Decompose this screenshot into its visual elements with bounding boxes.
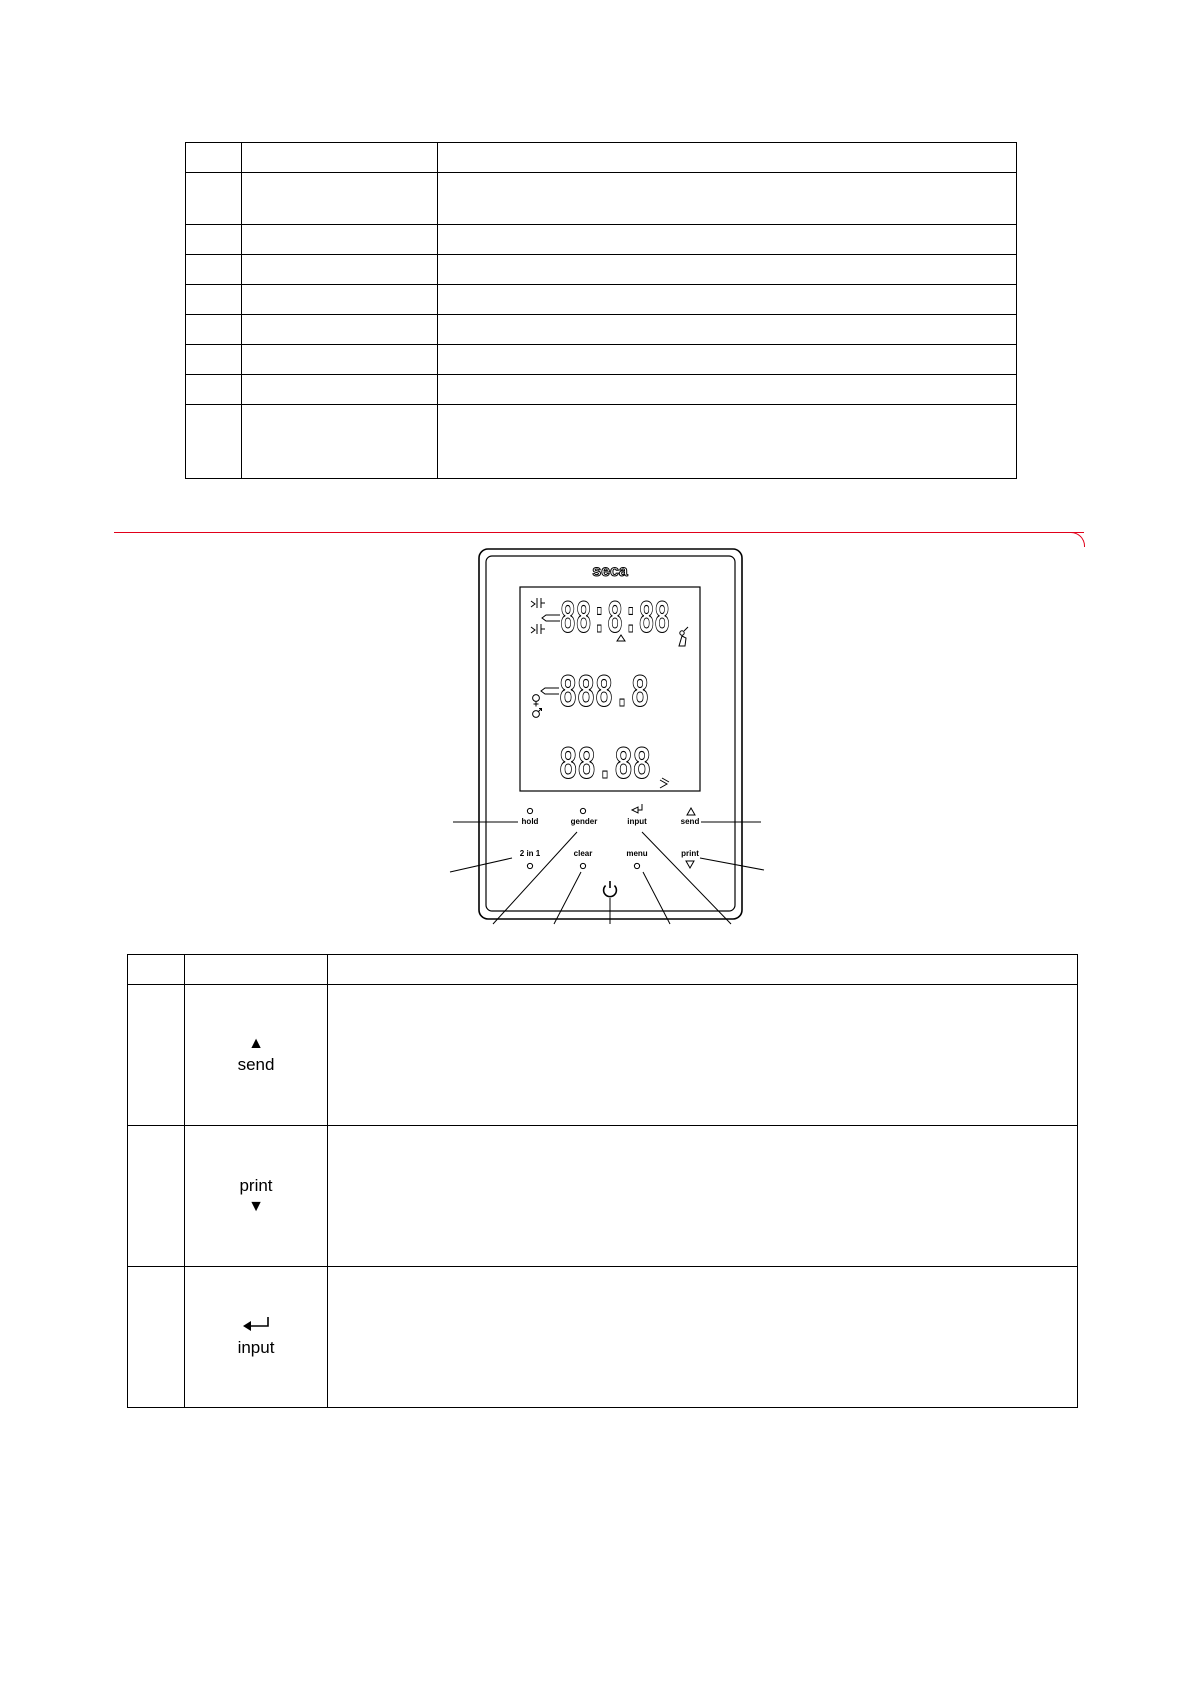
brand-logo: seca [592,563,628,580]
height-top-icon [531,598,545,608]
input-key[interactable]: input [627,817,647,826]
clear-key[interactable]: clear [573,849,593,858]
up-arrow-icon: ▲ [248,1035,264,1052]
print-key[interactable]: print [681,849,699,858]
key-table [127,954,1078,1408]
lcd-row3-digits: 88.88 [559,740,651,792]
down-triangle-icon [686,861,694,868]
send-key-cell [185,985,328,1126]
table-row [128,985,1078,1126]
female-icon [533,695,540,702]
power-button[interactable] [604,881,617,897]
up-triangle-icon [687,808,695,815]
send-key[interactable]: send [680,817,700,826]
menu-key-dot[interactable] [634,863,639,868]
gender-key-dot[interactable] [580,808,585,813]
two-in-one-key-dot[interactable] [527,863,532,868]
enter-arrow-icon [185,1315,327,1337]
menu-key[interactable]: menu [626,849,648,858]
print-key-label: print [239,1176,273,1195]
lcd-row1-digits: 88:8:88 [560,594,670,646]
person-icon [680,631,684,635]
print-key-cell [185,1126,328,1267]
callout-lines [450,822,764,924]
table-row [128,1126,1078,1267]
down-arrow-icon: ▼ [248,1198,264,1215]
key-table-header [128,955,1078,985]
input-key-cell [185,1267,328,1408]
table-row [128,1267,1078,1408]
input-key-label: input [237,1338,275,1357]
clear-key-dot[interactable] [580,863,585,868]
height-bottom-icon [531,624,545,634]
minus-sign-row1 [542,615,560,621]
male-icon [533,711,540,718]
enter-icon [632,804,642,813]
hold-key[interactable]: hold [521,817,539,826]
hold-key-dot[interactable] [527,808,532,813]
minus-sign-row2 [541,688,559,694]
lcd-row2-digits: 888.8 [559,668,649,720]
two-in-one-key[interactable]: 2 in 1 [519,849,541,858]
send-key-label: send [237,1055,275,1074]
gender-key[interactable]: gender [570,817,598,826]
transmit-icon [660,778,669,788]
